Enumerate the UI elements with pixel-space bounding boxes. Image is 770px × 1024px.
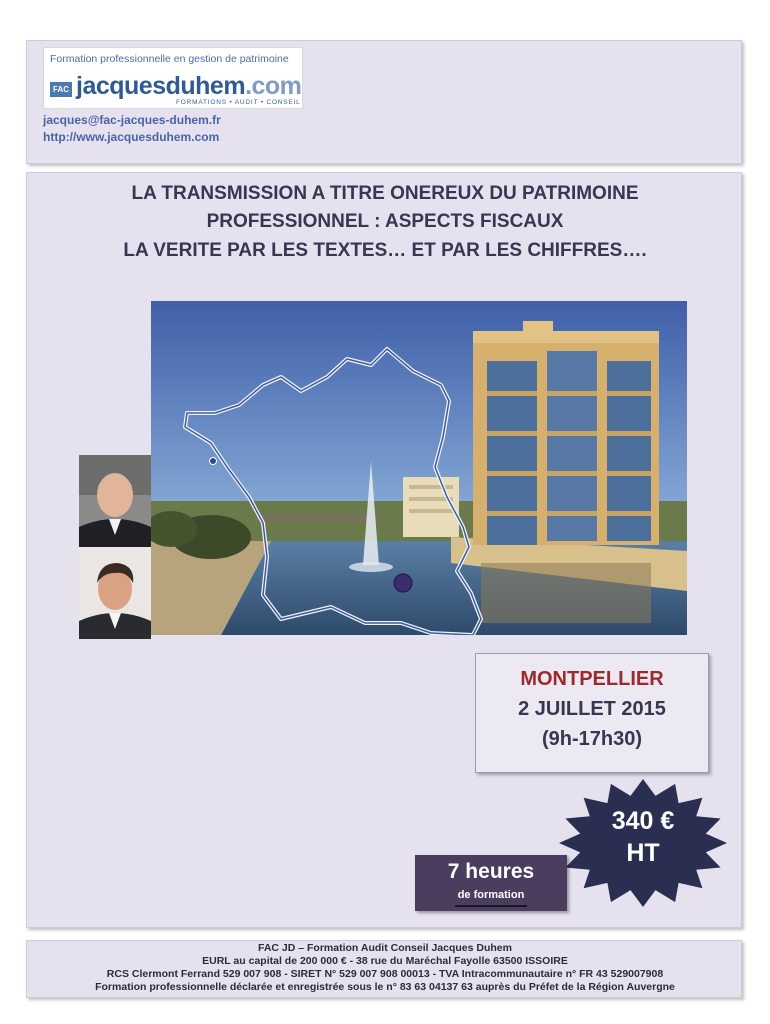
speaker-1-portrait [79, 455, 151, 547]
fac-badge: FAC [50, 82, 72, 97]
title-line-1: LA TRANSMISSION A TITRE ONEREUX DU PATRIMOINE [131, 183, 639, 204]
footer-address: EURL au capital de 200 000 € - 38 rue du Maréchal Fayolle 63500 ISSOIRE [202, 955, 568, 967]
duration-label: de formation [457, 889, 525, 901]
contact-email-link[interactable]: jacques@fac-jacques-duhem.fr [43, 113, 221, 127]
speaker-photo-1 [79, 455, 151, 547]
footer-registration: RCS Clermont Ferrand 529 007 908 - SIRET N° 529 007 908 00013 - TVA Intracommunautaire n° FR 43 529007908 [106, 968, 664, 980]
speaker-photo-2 [79, 547, 151, 639]
event-info-box [475, 653, 709, 773]
event-date: 2 JUILLET 2015 [518, 698, 666, 720]
header-panel [26, 40, 742, 164]
speaker-2-portrait [79, 547, 151, 639]
main-panel [26, 172, 742, 928]
montpellier-photo [151, 301, 687, 635]
company-logo[interactable] [43, 47, 303, 109]
price-unit: HT [626, 839, 660, 867]
event-time: (9h-17h30) [541, 728, 643, 750]
logo-brand-suffix: .com [245, 72, 302, 100]
event-city: MONTPELLIER [520, 668, 664, 690]
footer-training-declaration: Formation professionnelle déclarée et enregistrée sous le n° 83 63 04137 63 auprès du Préfet de la Région Auvergne [95, 981, 675, 993]
duration-hours: 7 heures [447, 860, 535, 883]
price-amount: 340 € [611, 807, 675, 835]
logo-brand-name: jacquesduhem [76, 72, 246, 100]
title-line-3: LA VERITE PAR LES TEXTES… ET PAR LES CHIFFRES…. [123, 240, 647, 261]
footer-company-name: FAC JD – Formation Audit Conseil Jacques Duhem [258, 942, 512, 954]
duration-box [415, 855, 567, 911]
logo-brand [76, 72, 301, 101]
footer-panel [26, 940, 742, 998]
logo-subtitle: FORMATIONS • AUDIT • CONSEIL [176, 99, 301, 106]
duration-underline [455, 905, 527, 907]
title-line-2: PROFESSIONNEL : ASPECTS FISCAUX [206, 211, 564, 232]
website-link[interactable]: http://www.jacquesduhem.com [43, 130, 220, 144]
montpellier-photo-illustration [151, 301, 687, 635]
logo-tagline: Formation professionnelle en gestion de patrimoine [50, 53, 289, 65]
